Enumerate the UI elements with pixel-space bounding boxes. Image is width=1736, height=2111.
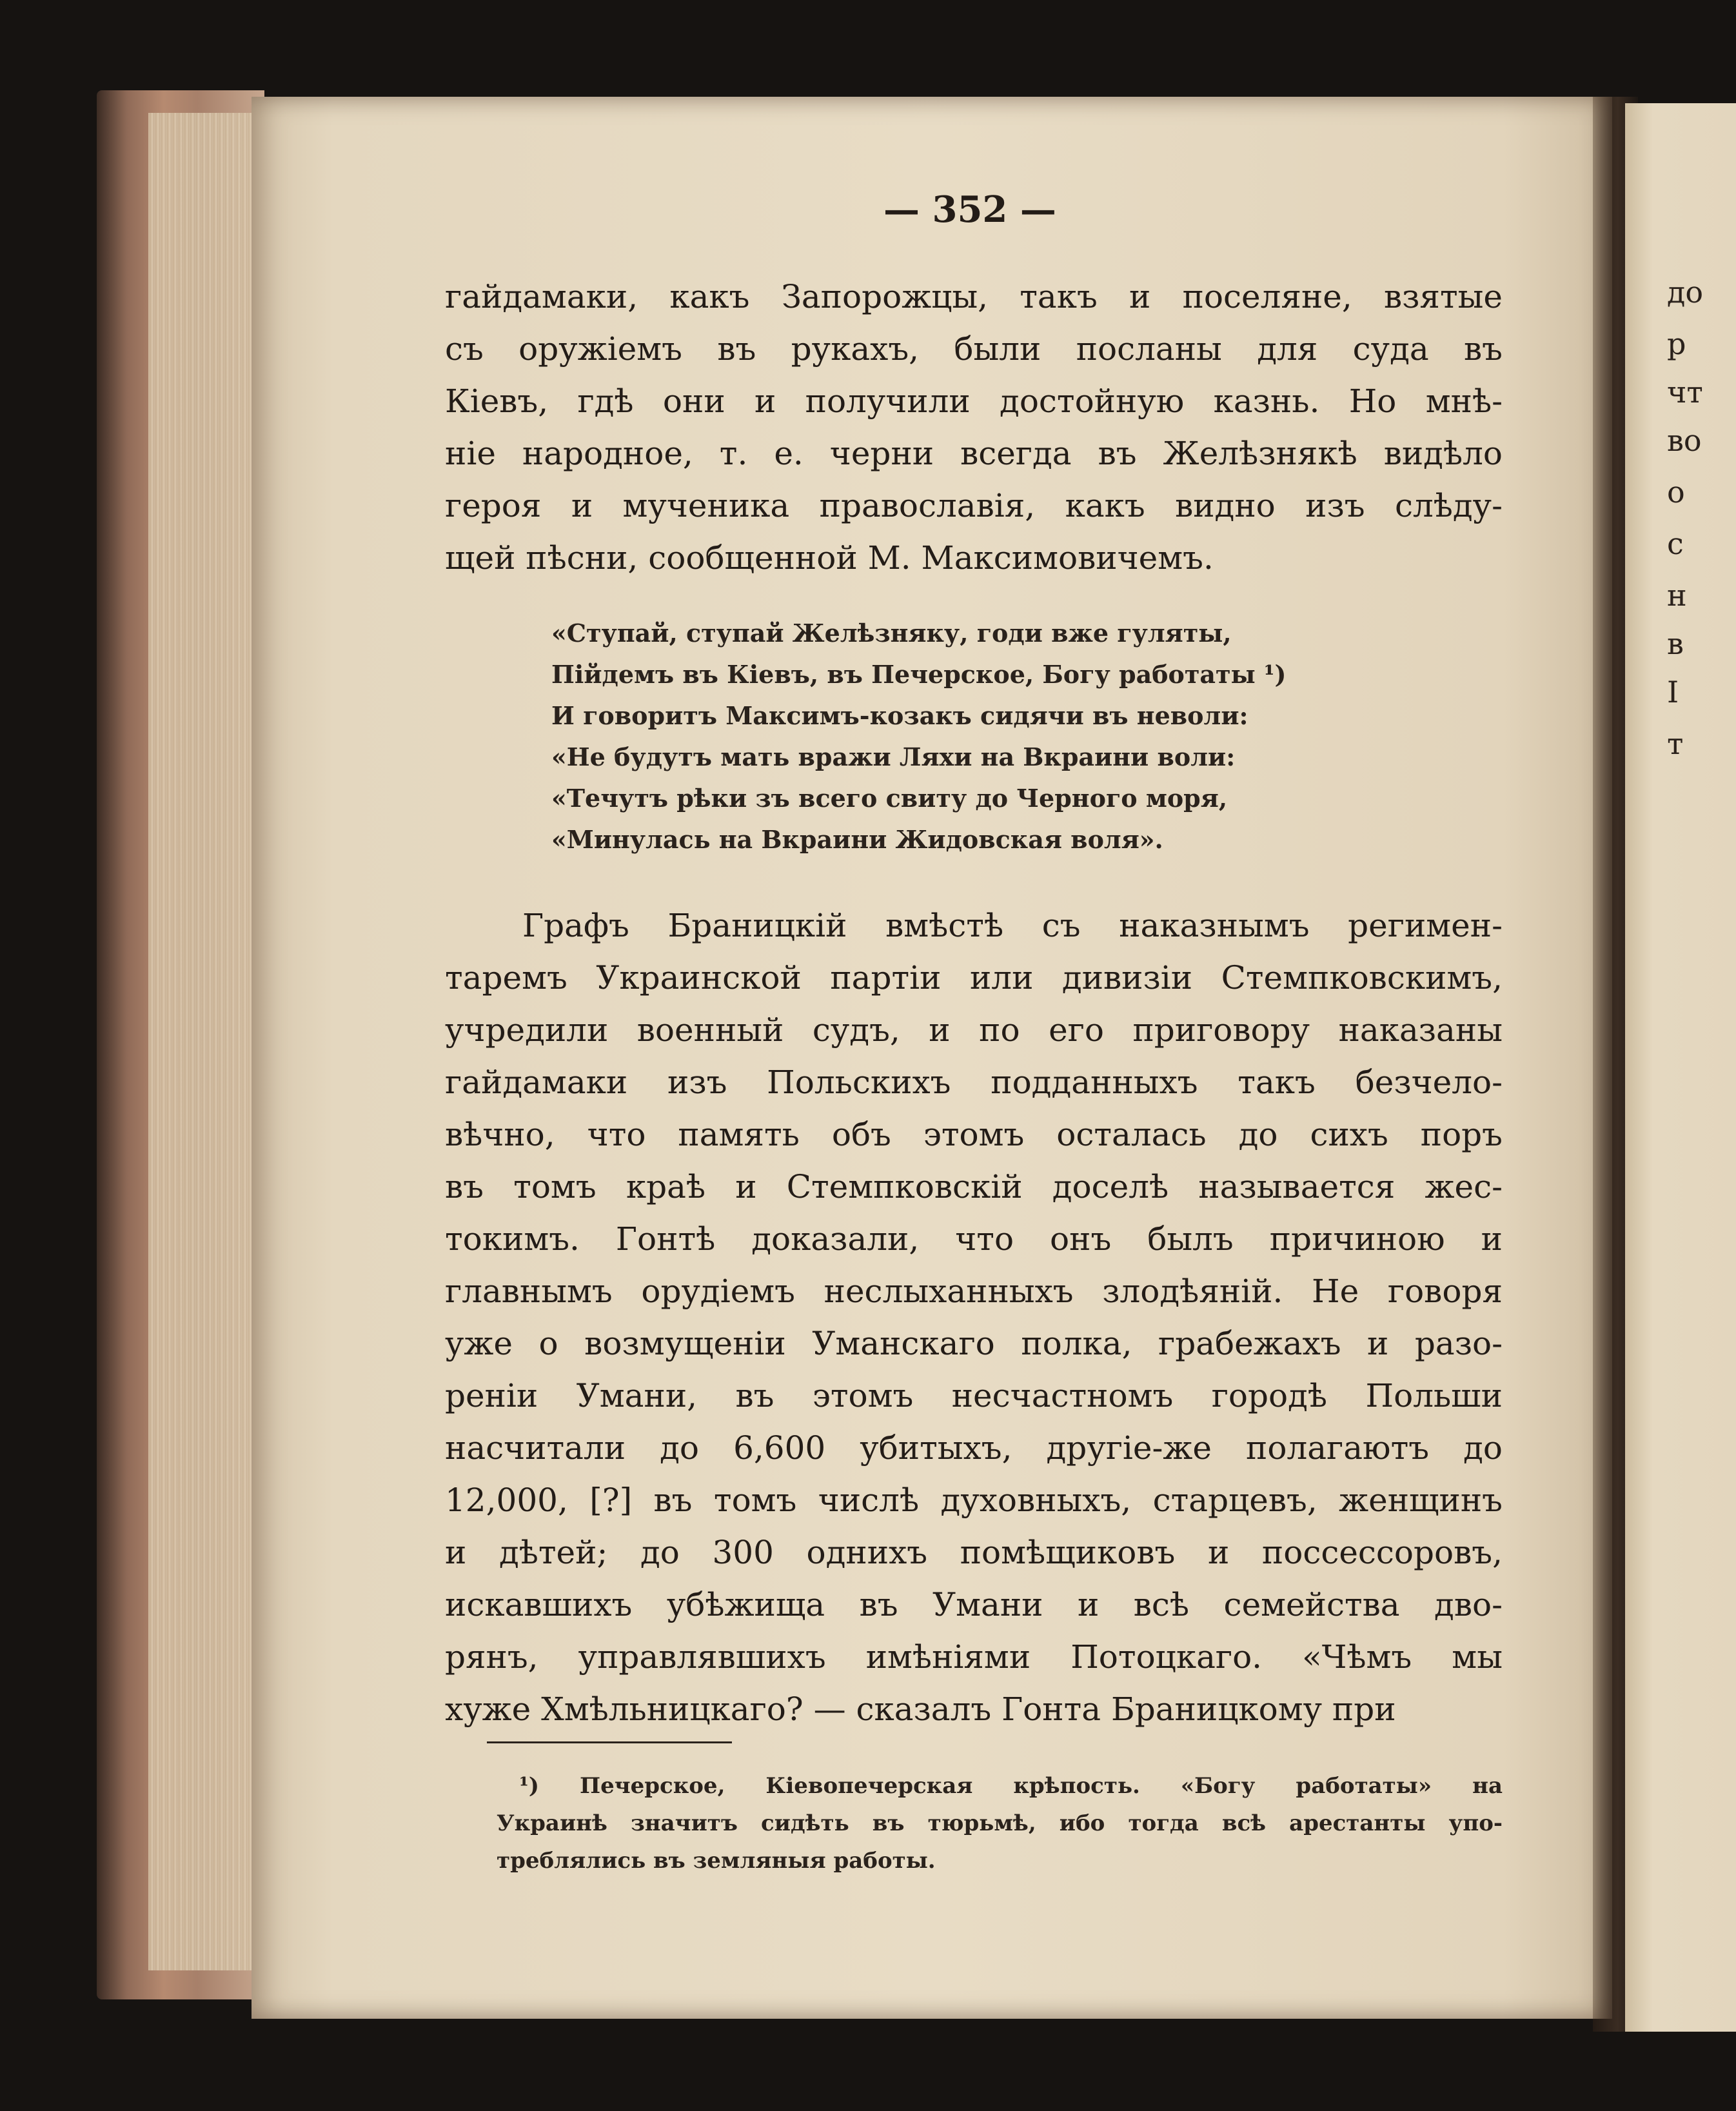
paragraph-line: гайдамаки, какъ Запорожцы, такъ и поселяне, взятые: [445, 278, 1503, 315]
paragraph-line: ніе народное, т. е. черни всегда въ Желѣзнякѣ видѣло: [445, 435, 1503, 472]
paragraph-line: таремъ Украинской партіи или дивизіи Стемпковскимъ,: [445, 959, 1503, 996]
paragraph-line: героя и мученика православія, какъ видно изъ слѣду-: [445, 487, 1503, 524]
page-number: — 352 —: [883, 188, 1056, 231]
paragraph-line: гайдамаки изъ Польскихъ подданныхъ такъ безчело-: [445, 1064, 1503, 1101]
poem-block: [551, 613, 1454, 860]
facing-page-fragment: р: [1667, 326, 1686, 361]
footnote-line: ¹) Печерское, Кіевопечерская крѣпость. «Богу работаты» на: [519, 1773, 1503, 1799]
facing-page-fragment: чт: [1667, 375, 1703, 410]
facing-page-fragment: о: [1667, 475, 1685, 510]
paragraph-line: реніи Умани, въ этомъ несчастномъ городѣ Польши: [445, 1377, 1503, 1414]
paragraph-line: главнымъ орудіемъ неслыханныхъ злодѣяній. Не говоря: [445, 1273, 1503, 1310]
footnote: [497, 1767, 1503, 1879]
facing-page-fragment: I: [1667, 675, 1679, 709]
paragraph-line: хуже Хмѣльницкаго? — сказалъ Гонта Браницкому при: [445, 1690, 1396, 1728]
paragraph-line: токимъ. Гонтѣ доказали, что онъ былъ причиною и: [445, 1220, 1503, 1258]
poem-line: «Течутъ рѣки зъ всего свиту до Черного моря,: [551, 784, 1228, 813]
paragraph-line: Кіевъ, гдѣ они и получили достойную казнь. Но мнѣ-: [445, 382, 1503, 420]
footnote-line: Украинѣ значитъ сидѣть въ тюрьмѣ, ибо тогда всѣ арестанты упо-: [497, 1810, 1503, 1836]
poem-line: «Минулась на Вкраини Жидовская воля».: [551, 825, 1163, 854]
footnote-rule: [487, 1741, 732, 1743]
facing-page-fragment: до: [1667, 275, 1704, 310]
paragraph-line: вѣчно, что память объ этомъ осталась до сихъ поръ: [445, 1116, 1503, 1153]
poem-line: «Ступай, ступай Желѣзняку, годи вже гуляты,: [551, 619, 1232, 648]
paragraph-line: и дѣтей; до 300 однихъ помѣщиковъ и поссессоровъ,: [445, 1534, 1503, 1571]
paragraph-line: 12,000, [?] въ томъ числѣ духовныхъ, старцевъ, женщинъ: [445, 1482, 1503, 1519]
paragraph-line: учредили военный судъ, и по его приговору наказаны: [445, 1011, 1503, 1049]
facing-page-fragment: с: [1667, 526, 1684, 561]
paragraph-line: рянъ, управлявшихъ имѣніями Потоцкаго. «Чѣмъ мы: [445, 1638, 1503, 1676]
facing-page-fragment: во: [1667, 423, 1702, 458]
paragraph-2: [445, 900, 1503, 1736]
poem-line: Пійдемъ въ Кіевъ, въ Печерское, Богу работаты ¹): [551, 660, 1287, 689]
poem-line: «Не будутъ мать вражи Ляхи на Вкраини воли:: [551, 742, 1236, 771]
paragraph-line: въ томъ краѣ и Стемпковскій доселѣ называется жес-: [445, 1168, 1503, 1205]
paragraph-line: насчитали до 6,600 убитыхъ, другіе-же полагаютъ до: [445, 1429, 1503, 1467]
paragraph-line: уже о возмущеніи Уманскаго полка, грабежахъ и разо-: [445, 1325, 1503, 1362]
paragraph-line: искавшихъ убѣжища въ Умани и всѣ семейства дво-: [445, 1586, 1503, 1623]
paragraph-1: [445, 271, 1503, 584]
paragraph-line: Графъ Браницкій вмѣстѣ съ наказнымъ регимен-: [522, 907, 1503, 944]
poem-line: И говоритъ Максимъ-козакъ сидячи въ неволи:: [551, 701, 1248, 730]
facing-page-fragment: н: [1667, 578, 1687, 613]
facing-page-fragment: в: [1667, 626, 1684, 661]
facing-page-fragment: т: [1667, 726, 1684, 761]
paragraph-line: щей пѣсни, сообщенной М. Максимовичемъ.: [445, 539, 1214, 577]
footnote-line: треблялись въ земляныя работы.: [497, 1848, 936, 1874]
page-stack-edge: [148, 113, 264, 1970]
paragraph-line: съ оружіемъ въ рукахъ, были посланы для суда въ: [445, 330, 1503, 368]
